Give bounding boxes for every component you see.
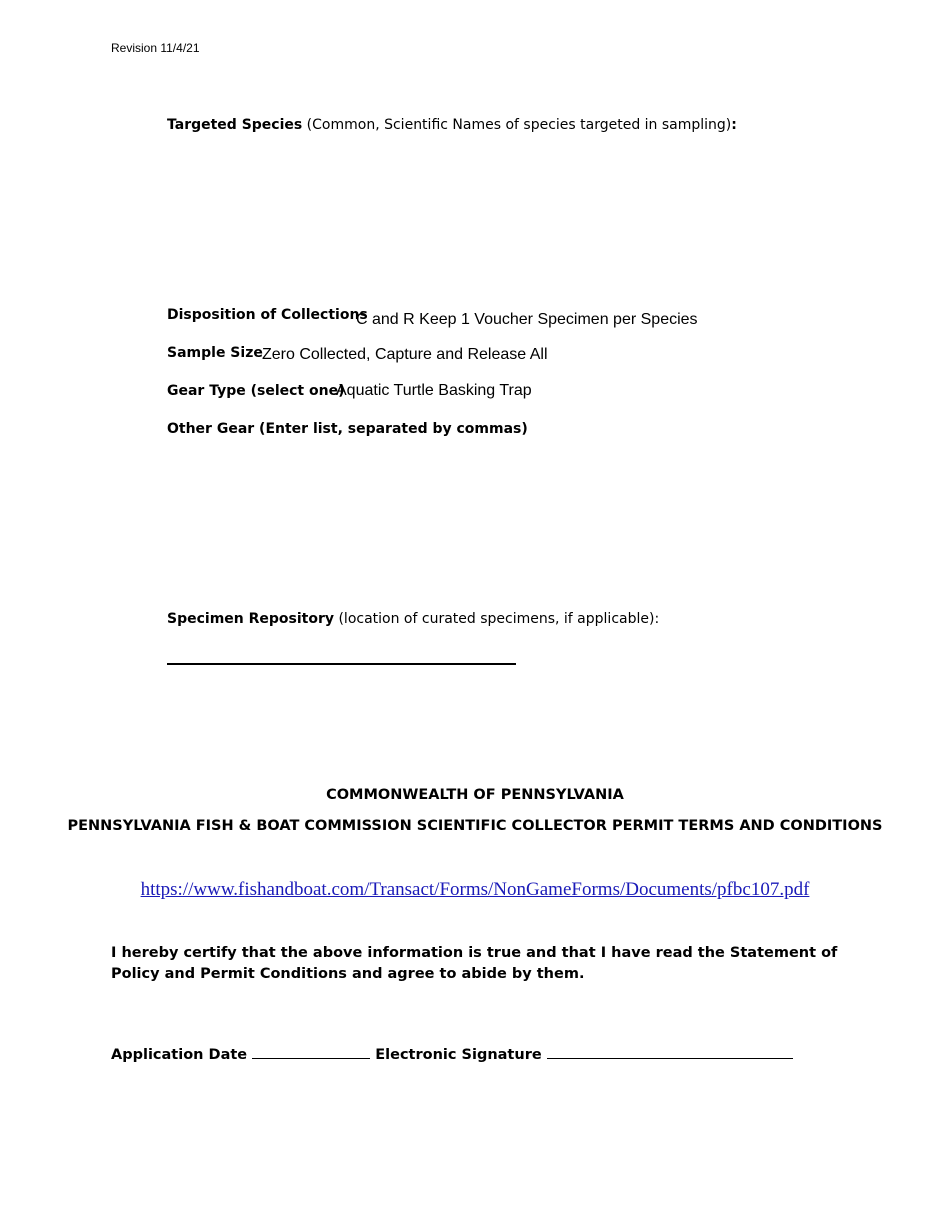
sample-size-value[interactable]: Zero Collected, Capture and Release All <box>262 346 548 363</box>
disposition-label: Disposition of Collections <box>167 307 368 323</box>
specimen-repository-hint: (location of curated specimens, if applicable): <box>334 611 660 627</box>
electronic-signature-field[interactable] <box>547 1058 793 1059</box>
application-date-field[interactable] <box>252 1058 370 1059</box>
targeted-species-row <box>167 117 737 133</box>
other-gear-label: Other Gear (Enter list, separated by commas) <box>167 421 528 437</box>
application-date-label: Application Date <box>111 1047 248 1063</box>
certification-statement: I hereby certify that the above information is true and that I have read the Statement of Policy and Permit Conditions and agree to abide by them. <box>111 945 838 982</box>
targeted-species-hint: (Common, Scientific Names of species targeted in sampling) <box>302 117 732 133</box>
signature-row <box>111 1047 793 1063</box>
targeted-species-colon: : <box>731 117 737 133</box>
gear-type-label: Gear Type (select one) <box>167 383 345 399</box>
targeted-species-label: Targeted Species <box>167 117 303 133</box>
gear-type-value[interactable]: Aquatic Turtle Basking Trap <box>336 382 532 399</box>
sample-size-label: Sample Size <box>167 345 263 361</box>
terms-link[interactable]: https://www.fishandboat.com/Transact/Forms/NonGameForms/Documents/pfbc107.pdf <box>140 879 810 900</box>
specimen-repository-row <box>167 611 659 627</box>
specimen-repository-label: Specimen Repository <box>167 611 335 627</box>
revision-label: Revision 11/4/21 <box>111 41 200 55</box>
repository-input-line[interactable] <box>167 663 516 665</box>
commonwealth-heading: COMMONWEALTH OF PENNSYLVANIA <box>326 787 624 803</box>
electronic-signature-label: Electronic Signature <box>375 1047 542 1063</box>
disposition-value[interactable]: C and R Keep 1 Voucher Specimen per Species <box>356 311 698 328</box>
permit-terms-heading: PENNSYLVANIA FISH & BOAT COMMISSION SCIENTIFIC COLLECTOR PERMIT TERMS AND CONDITIONS <box>67 818 883 834</box>
